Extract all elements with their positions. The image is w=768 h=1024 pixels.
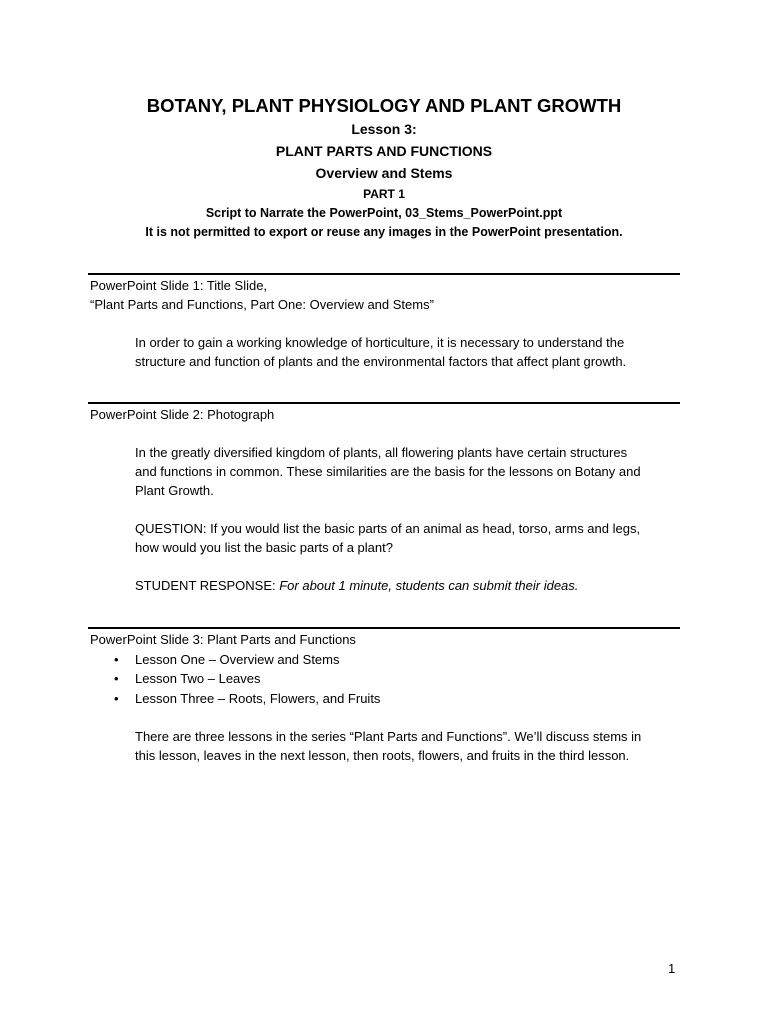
slide-2-heading: PowerPoint Slide 2: Photograph: [90, 407, 275, 422]
bullet-icon: •: [114, 652, 119, 667]
slide-2-paragraph-line: and functions in common. These similarities are the basis for the lessons on Botany and: [135, 464, 641, 479]
lesson-number: Lesson 3:: [351, 121, 417, 137]
slide-3-paragraph-line: There are three lessons in the series “Plant Parts and Functions”. We’ll discuss stems in: [135, 729, 642, 744]
student-response-text: For about 1 minute, students can submit their ideas.: [279, 578, 579, 593]
document-header: [0, 93, 768, 242]
slide-1-heading: PowerPoint Slide 1: Title Slide,: [90, 278, 268, 293]
list-item: Lesson Three – Roots, Flowers, and Fruits: [135, 691, 381, 706]
slide-2-paragraph-line: In the greatly diversified kingdom of plants, all flowering plants have certain structures: [135, 445, 628, 460]
question-line: QUESTION: If you would list the basic parts of an animal as head, torso, arms and legs,: [135, 521, 641, 536]
permission-note: It is not permitted to export or reuse any images in the PowerPoint presentation.: [145, 225, 623, 239]
page-number: 1: [668, 961, 676, 976]
section-divider: [88, 627, 680, 629]
lesson-topic: PLANT PARTS AND FUNCTIONS: [275, 143, 493, 159]
slide-3-heading: PowerPoint Slide 3: Plant Parts and Functions: [90, 632, 356, 647]
bullet-icon: •: [114, 671, 119, 686]
slide-3-paragraph-line: this lesson, leaves in the next lesson, then roots, flowers, and fruits in the third lesson.: [135, 748, 630, 763]
bullet-icon: •: [114, 691, 119, 706]
list-item: Lesson One – Overview and Stems: [135, 652, 340, 667]
document-title: BOTANY, PLANT PHYSIOLOGY AND PLANT GROWTH: [146, 95, 622, 116]
section-divider: [88, 402, 680, 404]
list-item: Lesson Two – Leaves: [135, 671, 261, 686]
student-response: [135, 576, 578, 595]
lesson-subtopic: Overview and Stems: [315, 165, 453, 181]
slide-2-paragraph-line: Plant Growth.: [135, 483, 214, 498]
question-line: how would you list the basic parts of a plant?: [135, 540, 393, 555]
slide-1-paragraph-line: structure and function of plants and the environmental factors that affect plant growth.: [135, 354, 627, 369]
student-response-label: STUDENT RESPONSE:: [135, 578, 280, 593]
part-label: PART 1: [363, 187, 405, 201]
slide-1-subheading: “Plant Parts and Functions, Part One: Overview and Stems”: [90, 297, 434, 312]
script-note: Script to Narrate the PowerPoint, 03_Stems_PowerPoint.ppt: [205, 206, 563, 220]
section-divider: [88, 273, 680, 275]
slide-1-paragraph-line: In order to gain a working knowledge of horticulture, it is necessary to understand the: [135, 335, 625, 350]
